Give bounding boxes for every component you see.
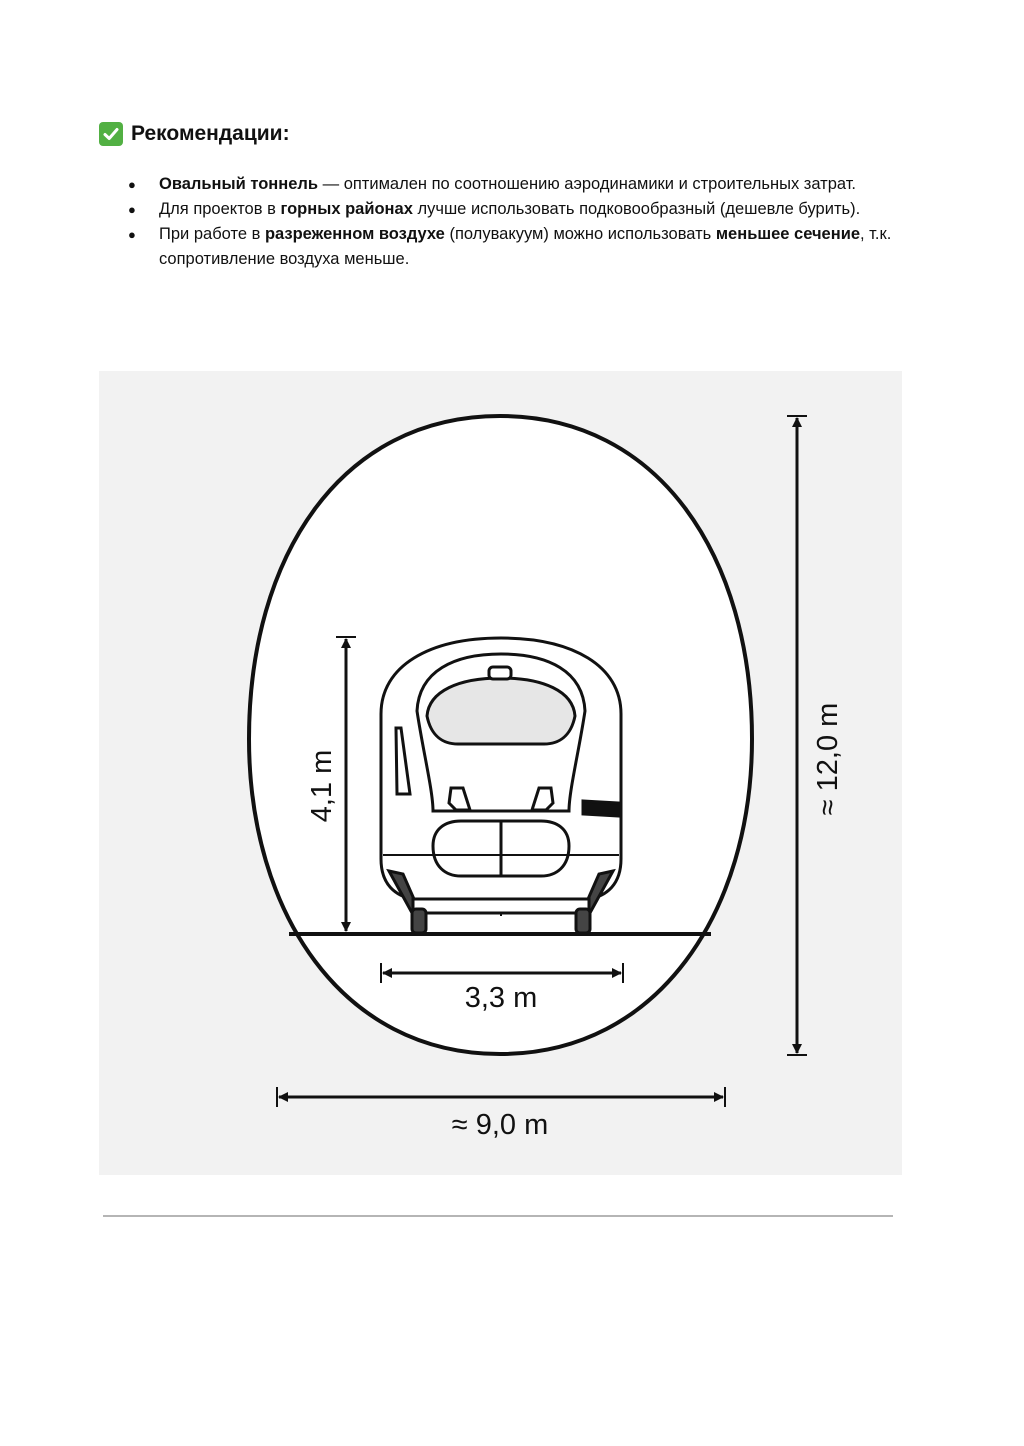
- tunnel-width-label: ≈ 9,0 m: [451, 1109, 549, 1141]
- section-divider: [103, 1215, 893, 1217]
- list-item: [159, 172, 904, 197]
- item-text: Для проектов в: [159, 200, 281, 218]
- train-height-label: 4,1 m: [306, 749, 338, 823]
- recommendations-list: [159, 172, 904, 272]
- list-item: [159, 197, 904, 222]
- check-mark-box-icon: [99, 122, 123, 146]
- tunnel-diagram: [99, 371, 902, 1175]
- bold-term: меньшее сечение: [715, 225, 861, 243]
- bold-term: горных районах: [280, 200, 413, 218]
- item-text: лучше использовать подковообразный (дешевле бурить).: [412, 200, 861, 218]
- item-text: , т.к. сопротивление воздуха меньше.: [159, 225, 892, 268]
- train-width-label: 3,3 m: [464, 982, 538, 1014]
- bold-term: разреженном воздухе: [264, 225, 445, 243]
- list-item: [159, 222, 904, 272]
- section-heading: [99, 122, 290, 146]
- item-text: — оптимален по соотношению аэродинамики и строительных затрат.: [318, 175, 857, 193]
- item-text: При работе в: [159, 225, 265, 243]
- train-front-icon: [381, 638, 621, 933]
- bold-term: Овальный тоннель: [159, 175, 319, 193]
- tunnel-height-label: ≈ 12,0 m: [812, 702, 844, 816]
- item-text: (полувакуум) можно использовать: [444, 225, 716, 243]
- section-heading-text: Рекомендации:: [131, 122, 290, 145]
- tunnel-cross-section-figure: [99, 371, 902, 1175]
